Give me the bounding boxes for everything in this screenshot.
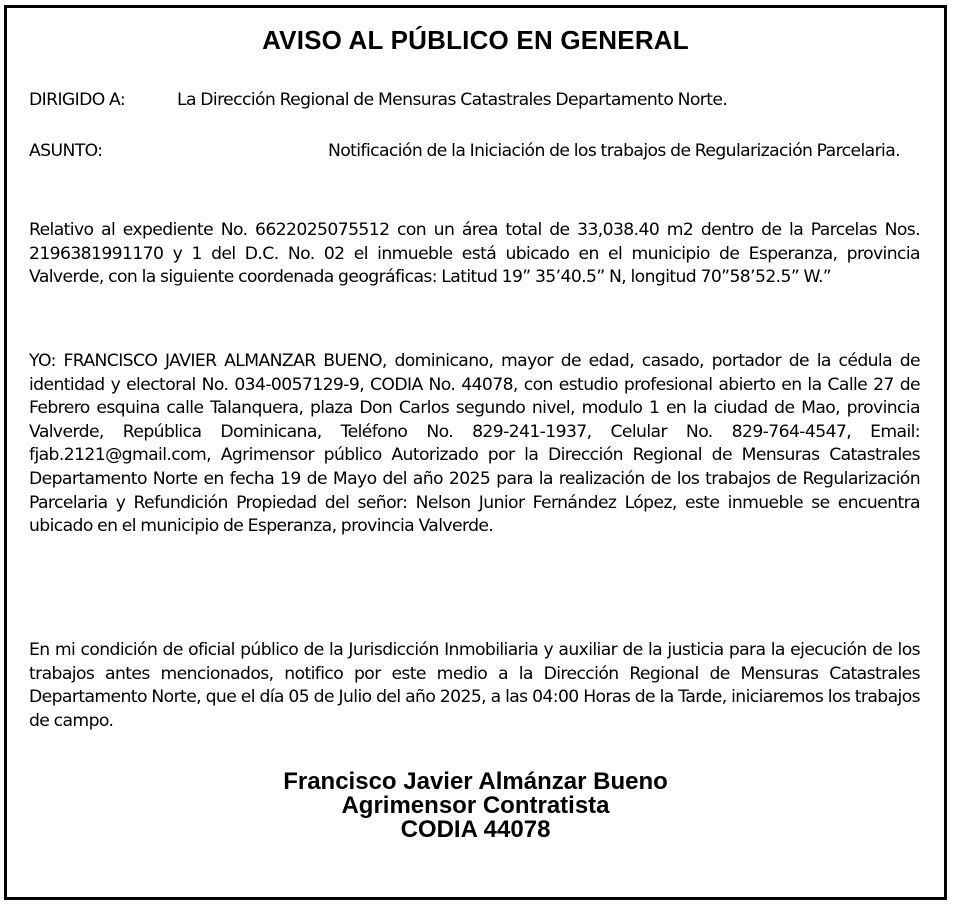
asunto-row	[29, 139, 920, 163]
asunto-value: Notificación de la Iniciación de los trabajos de Regularización Parcelaria.	[328, 141, 901, 161]
signature-name: Francisco Javier Almánzar Bueno	[283, 768, 668, 795]
dirigido-row	[29, 88, 920, 112]
asunto-label: ASUNTO:	[29, 141, 103, 161]
notice-title: AVISO AL PÚBLICO EN GENERAL	[262, 25, 689, 55]
dirigido-value: La Dirección Regional de Mensuras Catastrales Departamento Norte.	[177, 90, 728, 110]
dirigido-label: DIRIGIDO A:	[29, 90, 126, 110]
paragraph-notificacion: En mi condición de oficial público de la Jurisdicción Inmobiliaria y auxiliar de la justicia para la ejecución de los trabajos antes mencionados, notifico por este medio a la Dirección Regional de Mensuras Catastrales Departamento Norte, que el día 05 de Julio del año 2025, a las 04:00 Horas de la Tarde, iniciaremos los trabajos de campo.	[29, 640, 920, 731]
notice-frame	[4, 5, 947, 900]
signature-codia: CODIA 44078	[400, 816, 551, 843]
signature-block	[7, 770, 944, 842]
signature-role: Agrimensor Contratista	[341, 792, 610, 819]
paragraph-declarante: YO: FRANCISCO JAVIER ALMANZAR BUENO, dominicano, mayor de edad, casado, portador de la cédula de identidad y electoral No. 034-0057129-9, CODIA No. 44078, con estudio profesional abierto en la Calle 27 de Febrero esquina calle Talanquera, plaza Don Carlos segundo nivel, modulo 1 en la ciudad de Mao, provincia Valverde, República Dominicana, Teléfono No. 829-241-1937, Celular No. 829-764-4547, Email: fjab.2121@gmail.com, Agrimensor público Autorizado por la Dirección Regional de Mensuras Catastrales Departamento Norte en fecha 19 de Mayo del año 2025 para la realización de los trabajos de Regularización Parcelaria y Refundición Propiedad del señor: Nelson Junior Fernández López, este inmueble se encuentra ubicado en el municipio de Esperanza, provincia Valverde.	[29, 351, 920, 537]
paragraph-expediente: Relativo al expediente No. 6622025075512 con un área total de 33,038.40 m2 dentro de la Parcelas Nos. 2196381991170 y 1 del D.C. No. 02 el inmueble está ubicado en el municipio de Esperanza, provincia Valverde, con la siguiente coordenada geográficas: Latitud 19” 35’40.5” N, longitud 70”58’52.5” W.”	[29, 220, 920, 288]
